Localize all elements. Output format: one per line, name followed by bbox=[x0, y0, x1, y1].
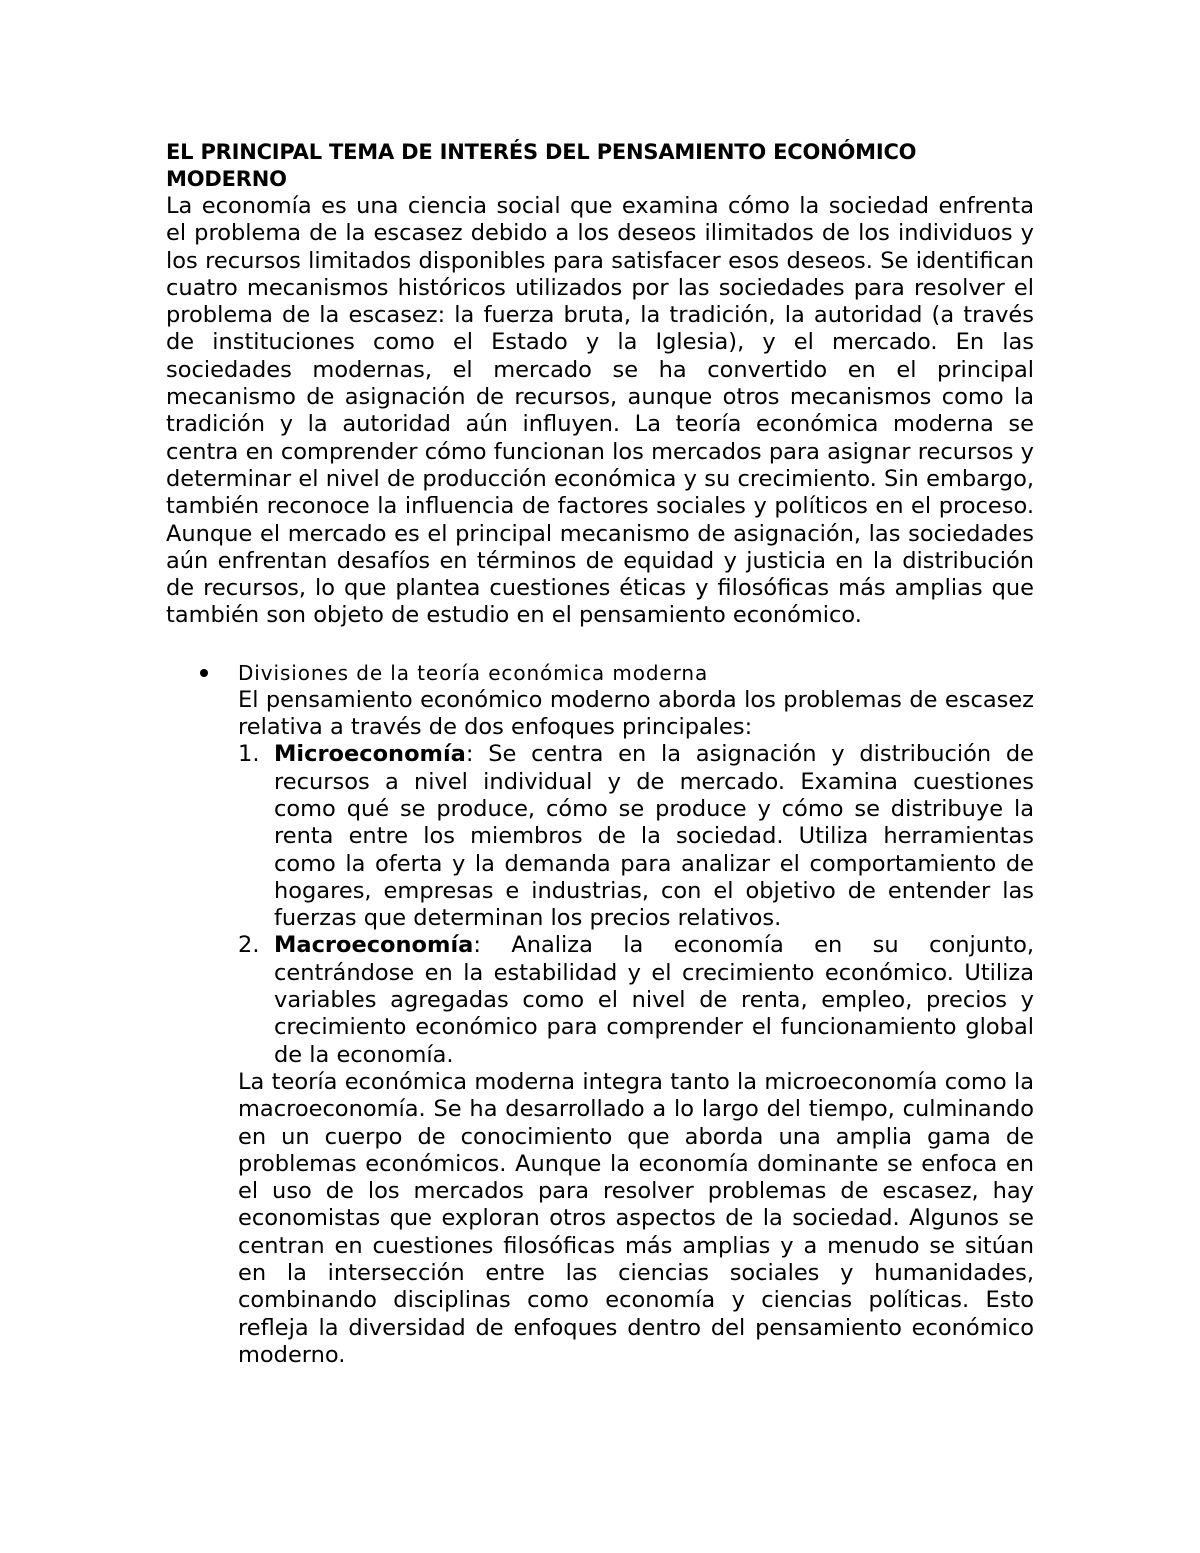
list-item-microeconomia bbox=[238, 741, 1034, 932]
list-item-text bbox=[274, 741, 1034, 932]
section-lead: El pensamiento económico moderno aborda los problemas de escasez relativa a través de dos enfoques principales: bbox=[238, 686, 1034, 741]
list-number: 1. bbox=[238, 741, 260, 768]
document-page bbox=[166, 139, 1034, 1369]
definition-macroeconomia: : Analiza la economía en su conjunto, centrándose en la estabilidad y el crecimiento económico. Utiliza variables agregadas como el nivel de renta, empleo, precios y crecimiento económico para comprender el funcionamiento global de la economía. bbox=[274, 932, 1034, 1068]
intro-paragraph: La economía es una ciencia social que examina cómo la sociedad enfrenta el problema de la escasez debido a los deseos ilimitados de los individuos y los recursos limitados disponibles para satisfacer esos deseos. Se identifican cuatro mecanismos históricos utilizados por las sociedades para resolver el problema de la escasez: la fuerza bruta, la tradición, la autoridad (a través de instituciones como el Estado y la Iglesia), y el mercado. En las sociedades modernas, el mercado se ha convertido en el principal mecanismo de asignación de recursos, aunque otros mecanismos como la tradición y la autoridad aún influyen. La teoría económica moderna se centra en comprender cómo funcionan los mercados para asignar recursos y determinar el nivel de producción económica y su crecimiento. Sin embargo, también reconoce la influencia de factores sociales y políticos en el proceso. Aunque el mercado es el principal mecanismo de asignación, las sociedades aún enfrentan desafíos en términos de equidad y justicia en la distribución de recursos, lo que plantea cuestiones éticas y filosóficas más amplias que también son objeto de estudio en el pensamiento económico. bbox=[166, 193, 1034, 629]
bullet-icon bbox=[200, 669, 208, 677]
term-microeconomia: Microeconomía bbox=[274, 741, 466, 768]
closing-paragraph: La teoría económica moderna integra tanto la microeconomía como la macroeconomía. Se ha desarrollado a lo largo del tiempo, culminando en un cuerpo de conocimiento que aborda una amplia gama de problemas económicos. Aunque la economía dominante se enfoca en el uso de los mercados para resolver problemas de escasez, hay economistas que exploran otros aspectos de la sociedad. Algunos se centran en cuestiones filosóficas más amplias y a menudo se sitúan en la intersección entre las ciencias sociales y humanidades, combinando disciplinas como economía y ciencias políticas. Esto refleja la diversidad de enfoques dentro del pensamiento económico moderno. bbox=[238, 1068, 1034, 1368]
approaches-list bbox=[238, 741, 1034, 1069]
list-item-macroeconomia bbox=[238, 932, 1034, 1068]
definition-microeconomia: : Se centra en la asignación y distribución de recursos a nivel individual y de mercado. Examina cuestiones como qué se produce, cómo se produce y cómo se distribuye la renta entre los miembros de la sociedad. Utiliza herramientas como la oferta y la demanda para analizar el comportamiento de hogares, empresas e industrias, con el objetivo de entender las fuerzas que determinan los precios relativos. bbox=[274, 741, 1034, 932]
section-list bbox=[166, 660, 1034, 1369]
list-item-text bbox=[274, 932, 1034, 1068]
term-macroeconomia: Macroeconomía bbox=[274, 932, 474, 959]
section-heading: Divisiones de la teoría económica moderna bbox=[238, 660, 709, 685]
list-number: 2. bbox=[238, 932, 260, 959]
section-item bbox=[238, 660, 1034, 1369]
document-title: EL PRINCIPAL TEMA DE INTERÉS DEL PENSAMIENTO ECONÓMICO MODERNO bbox=[166, 140, 917, 191]
